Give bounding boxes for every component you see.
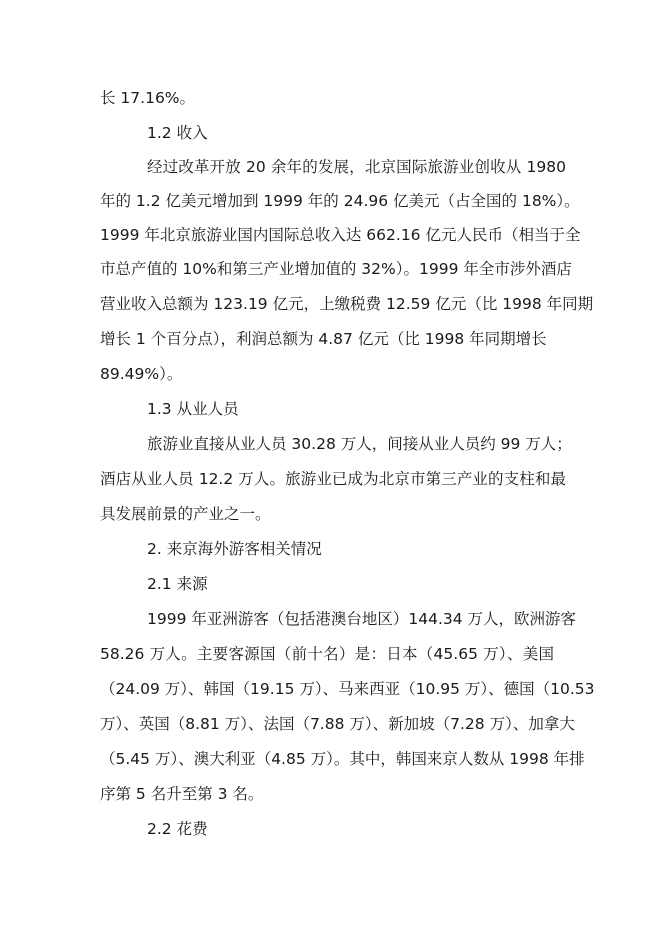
paragraph-income-line-4: 市总产值的 10%和第三产业增加值的 32%）。1999 年全市涉外酒店 [100, 260, 572, 278]
paragraph-employees-line-1: 旅游业直接从业人员 30.28 万人，间接从业人员约 99 万人； [147, 435, 572, 453]
paragraph-source-line-2: 58.26 万人。主要客源国（前十名）是：日本（45.65 万）、美国 [100, 645, 554, 663]
paragraph-employees-line-3: 具发展前景的产业之一。 [100, 505, 271, 523]
section-heading-spending: 2.2 花费 [147, 820, 208, 838]
section-heading-employees: 1.3 从业人员 [147, 400, 239, 418]
section-heading-income: 1.2 收入 [147, 124, 208, 142]
paragraph-source-line-3: （24.09 万）、韩国（19.15 万）、马来西亚（10.95 万）、德国（10.53 [100, 680, 595, 698]
paragraph-source-line-4: 万）、英国（8.81 万）、法国（7.88 万）、新加坡（7.28 万）、加拿大 [100, 715, 575, 733]
section-heading-source: 2.1 来源 [147, 575, 208, 593]
paragraph-employees-line-2: 酒店从业人员 12.2 万人。旅游业已成为北京市第三产业的支柱和最 [100, 470, 566, 488]
paragraph-source-line-6: 序第 5 名升至第 3 名。 [100, 785, 264, 803]
text-line-growth-end: 长 17.16%。 [100, 89, 196, 107]
paragraph-income-line-6: 增长 1 个百分点），利润总额为 4.87 亿元（比 1998 年同期增长 [100, 330, 547, 348]
paragraph-income-line-2: 年的 1.2 亿美元增加到 1999 年的 24.96 亿美元（占全国的 18%）。 [100, 192, 580, 210]
paragraph-income-line-5: 营业收入总额为 123.19 亿元，上缴税费 12.59 亿元（比 1998 年同期 [100, 295, 594, 313]
paragraph-source-line-5: （5.45 万）、澳大利亚（4.85 万）。其中，韩国来京人数从 1998 年排 [100, 750, 585, 768]
paragraph-income-line-7: 89.49%）。 [100, 365, 183, 383]
section-heading-overseas-visitors: 2. 来京海外游客相关情况 [147, 540, 322, 558]
paragraph-source-line-1: 1999 年亚洲游客（包括港澳台地区）144.34 万人，欧洲游客 [147, 610, 577, 628]
paragraph-income-line-3: 1999 年北京旅游业国内国际总收入达 662.16 亿元人民币（相当于全 [100, 226, 581, 244]
paragraph-income-line-1: 经过改革开放 20 余年的发展，北京国际旅游业创收从 1980 [147, 158, 566, 176]
